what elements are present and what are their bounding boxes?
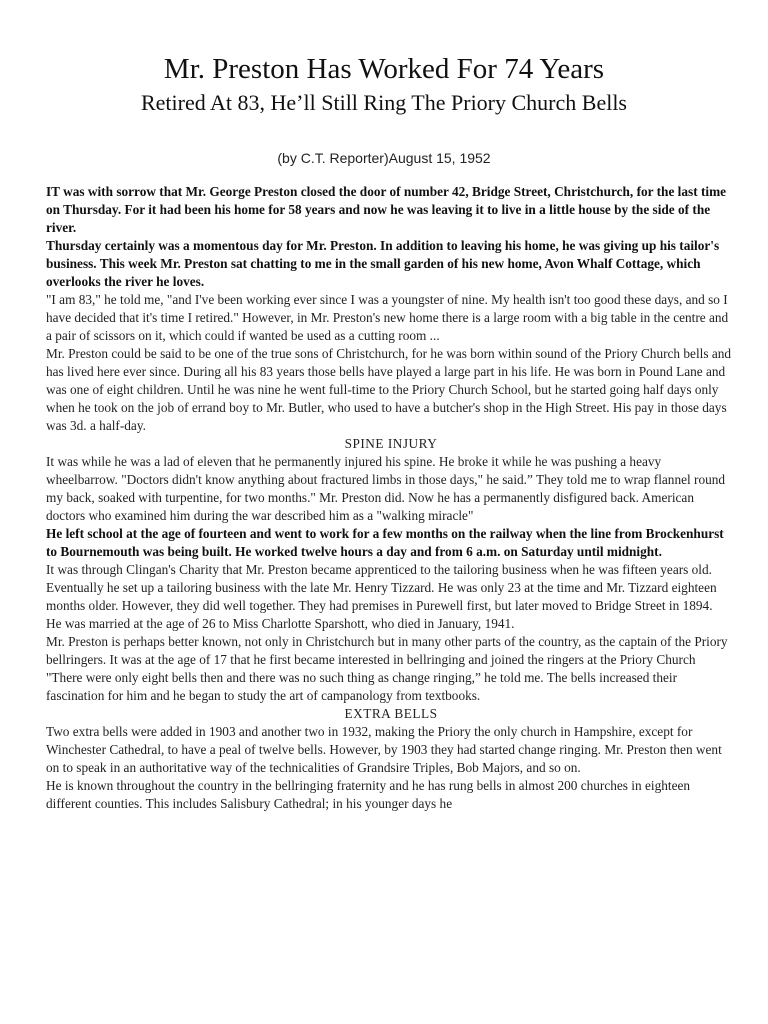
article-byline: (by C.T. Reporter)August 15, 1952 — [277, 150, 491, 166]
paragraph: He was married at the age of 26 to Miss Charlotte Sparshott, who died in January, 1941. — [46, 616, 515, 631]
article-title: Mr. Preston Has Worked For 74 Years — [163, 53, 605, 85]
paragraph: Mr. Preston is perhaps better known, not only in Christchurch but in many other parts of the country, as the captain of the Priory bellringers. It was at the age of 17 that he first became interested in bellringing and joined the ringers at the Priory Church — [46, 634, 728, 667]
section-heading-spine-injury: SPINE INJURY — [344, 436, 438, 451]
paragraph: "There were only eight bells then and there was no such thing as change ringing,” he told me. The bells increased their fascination for him and he began to study the art of campanology from textbooks. — [46, 670, 678, 703]
paragraph: "I am 83," he told me, "and I've been working ever since I was a youngster of nine. My health isn't too good these days, and so I have decided that it's time I retired." However, in Mr. Preston's new home there is a large room with a big table in the centre and a pair of scissors on it, which could if wanted be used as a cutting room ... — [46, 292, 729, 343]
paragraph: He left school at the age of fourteen and went to work for a few months on the railway when the line from Brockenhurst to Bournemouth was being built. He worked twelve hours a day and from 6 a.m. on Saturday until midnight. — [46, 526, 724, 559]
paragraph: Two extra bells were added in 1903 and another two in 1932, making the Priory the only church in Hampshire, except for Winchester Cathedral, to have a peal of twelve bells. However, by 1903 they had started change ringing. Mr. Preston then went on to speak in an authoritative way of the technicalities of Grandsire Triples, Bob Majors, and so on. — [46, 724, 722, 775]
paragraph: It was while he was a lad of eleven that he permanently injured his spine. He broke it while he was pushing a heavy wheelbarrow. "Doctors didn't know anything about fractured limbs in those days," he said.” They told me to wrap flannel round my back, soaked with turpentine, for two months." Mr. Preston did. Now he has a permanently disfigured back. American doctors who examined him during the war described him as a "walking miracle" — [46, 454, 726, 523]
article-subtitle: Retired At 83, He’ll Still Ring The Priory Church Bells — [140, 90, 627, 115]
paragraph: It was through Clingan's Charity that Mr. Preston became apprenticed to the tailoring business when he was fifteen years old. — [46, 562, 712, 577]
paragraph: Mr. Preston could be said to be one of the true sons of Christchurch, for he was born within sound of the Priory Church bells and has lived here ever since. During all his 83 years those bells have played a large part in his life. He was born in Pound Lane and was one of eight children. Until he was nine he went full-time to the Priory Church School, but he started going half days only when he took on the job of errand boy to Mr. Butler, who used to have a butcher's shop in the High Street. His pay in those days was 3d. a half-day. — [46, 346, 732, 433]
paragraph: He is known throughout the country in the bellringing fraternity and he has rung bells in almost 200 churches in eighteen different counties. This includes Salisbury Cathedral; in his younger days he — [46, 778, 691, 811]
article-body — [46, 183, 736, 813]
paragraph: Eventually he set up a tailoring business with the late Mr. Henry Tizzard. He was only 23 at the time and Mr. Tizzard eighteen months older. However, they did well together. They had premises in Purewell first, but later moved to Bridge Street in 1894. — [46, 580, 717, 613]
section-heading-extra-bells: EXTRA BELLS — [344, 706, 438, 721]
paragraph: Thursday certainly was a momentous day for Mr. Preston. In addition to leaving his home, he was giving up his tailor's business. This week Mr. Preston sat chatting to me in the small garden of his new home, Avon Whalf Cottage, which overlooks the river he loves. — [46, 238, 720, 289]
paragraph: IT was with sorrow that Mr. George Preston closed the door of number 42, Bridge Street, Christchurch, for the last time on Thursday. For it had been his home for 58 years and now he was leaving it to live in a little house by the side of the river. — [46, 184, 727, 235]
